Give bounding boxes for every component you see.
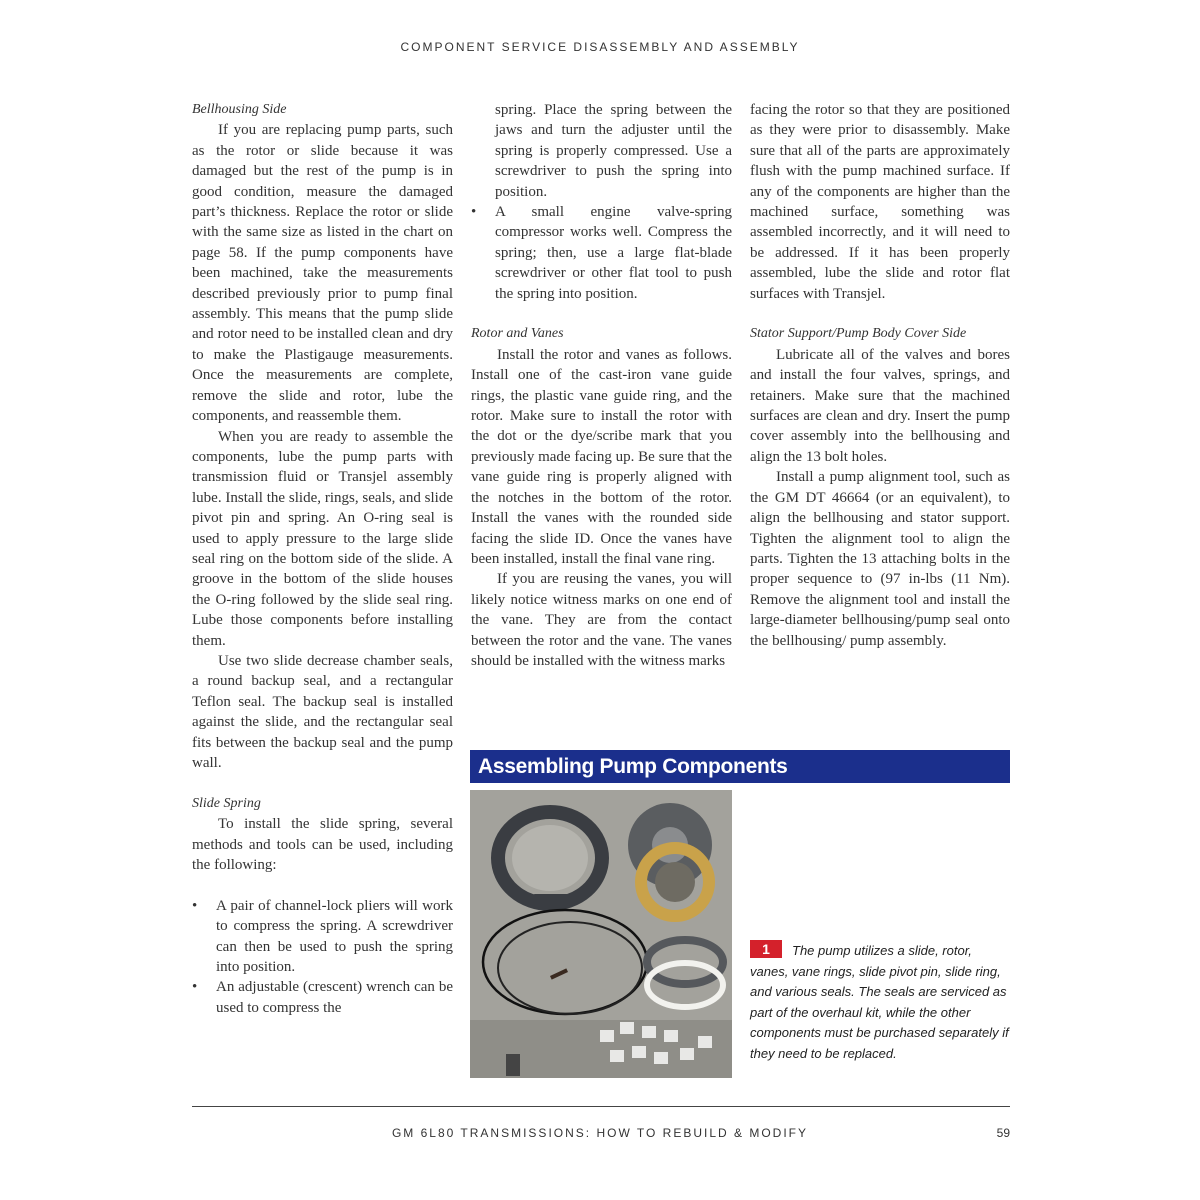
footer-book-title: GM 6L80 TRANSMISSIONS: HOW TO REBUILD & MODIFY <box>391 1126 809 1140</box>
list-item: • An adjustable (crescent) wrench can be used to compress the <box>192 977 453 1018</box>
paragraph: To install the slide spring, several methods and tools can be used, including the following: <box>192 816 453 874</box>
running-head: COMPONENT SERVICE DISASSEMBLY AND ASSEMBLY <box>400 40 800 54</box>
subheading-slide-spring: Slide Spring <box>192 795 261 811</box>
pump-components-photo <box>470 790 732 1078</box>
sidebar-title-bar: Assembling Pump Components <box>470 750 1010 783</box>
photo-caption <box>750 940 1012 1065</box>
text-column-2 <box>471 100 732 671</box>
method-list <box>192 896 453 1018</box>
caption-text: The pump utilizes a slide, rotor, vanes, vane rings, slide pivot pin, slide ring, and various seals. The seals are serviced as part of the overhaul kit, while the other components must be purchased separately if they need to be replaced. <box>750 943 1009 1061</box>
subheading-bellhousing-side: Bellhousing Side <box>192 102 287 117</box>
paragraph: Lubricate all of the valves and bores and install the four valves, springs, and retainers. Make sure that the machined surfaces are clean and dry. Insert the pump cover assembly into the bellhousing and align the 13 bolt holes. <box>750 346 1010 465</box>
paragraph: Install the rotor and vanes as follows. Install one of the cast-iron vane guide rings, the plastic vane guide ring, and the rotor. Make sure to install the rotor with the dot or the dye/scribe mark that you previously made facing up. Be sure that the vane guide ring is properly aligned with the notches in the bottom of the rotor. Install the vanes with the rounded side facing the slide ID. Once the vanes have been installed, install the final vane ring. <box>471 346 732 567</box>
method-list-continued <box>471 100 732 304</box>
paragraph: When you are ready to assemble the components, lube the pump parts with transmission fluid or Transjel assembly lube. Install the slide, rings, seals, and slide pivot pin and spring. An O-ring seal is used to apply pressure to the large slide seal ring on the bottom side of the slide. A groove in the bottom of the slide houses the O-ring followed by the slide seal ring. Lube those components before installing them. <box>192 428 453 649</box>
list-item: • A small engine valve-spring compressor works well. Compress the spring; then, use a large flat-blade screwdriver or other flat tool to push the spring into position. <box>471 202 732 304</box>
caption-number-badge: 1 <box>750 940 782 958</box>
paragraph-continued: facing the rotor so that they are positioned as they were prior to disassembly. Make sure that all of the parts are approximately flush with the pump machined surface. If any of the components are higher than the machined surface, something was assembled incorrectly, and it will need to be addressed. If it has been properly assembled, lube the slide and rotor flat surfaces with Transjel. <box>750 102 1010 302</box>
page-number: 59 <box>996 1126 1010 1140</box>
paragraph: If you are reusing the vanes, you will likely notice witness marks on one end of the vane. They are from the contact between the rotor and the vane. The vanes should be installed with the witness marks <box>471 571 732 669</box>
list-item-continued: spring. Place the spring between the jaws and turn the adjuster until the spring is properly compressed. Use a screwdriver to push the spring into position. <box>495 102 732 200</box>
paragraph: Use two slide decrease chamber seals, a round backup seal, and a rectangular Teflon seal. The backup seal is installed against the slide, and the rectangular seal fits between the backup seal and the pump wall. <box>192 652 453 771</box>
subheading-rotor-and-vanes: Rotor and Vanes <box>471 326 564 342</box>
text-column-1 <box>192 100 453 1018</box>
text-column-3 <box>750 100 1010 651</box>
list-item: • A pair of channel-lock pliers will work to compress the spring. A screwdriver can then be used to push the spring into position. <box>192 896 453 978</box>
paragraph: If you are replacing pump parts, such as the rotor or slide because it was damaged but the rest of the pump is in good condition, measure the damaged part’s thickness. Replace the rotor or slide with the same size as listed in the chart on page 58. If the pump components have been machined, take the measurements described previously prior to pump final assembly. This means that the pump slide and rotor need to be installed clean and dry to make the Plastigauge measurements. Once the measurements are complete, remove the slide and rotor, lube the components, and reassemble them. <box>192 122 453 425</box>
footer-rule <box>192 1106 1010 1107</box>
subheading-stator-support: Stator Support/Pump Body Cover Side <box>750 326 967 342</box>
photo-illustration <box>470 790 732 1078</box>
paragraph: Install a pump alignment tool, such as the GM DT 46664 (or an equivalent), to align the bellhousing and stator support. Tighten the alignment tool to align the parts. Tighten the 13 attaching bolts in the proper sequence to (97 in-lbs (11 Nm). Remove the alignment tool and install the large-diameter bellhousing/pump seal onto the bellhousing/ pump assembly. <box>750 469 1010 649</box>
